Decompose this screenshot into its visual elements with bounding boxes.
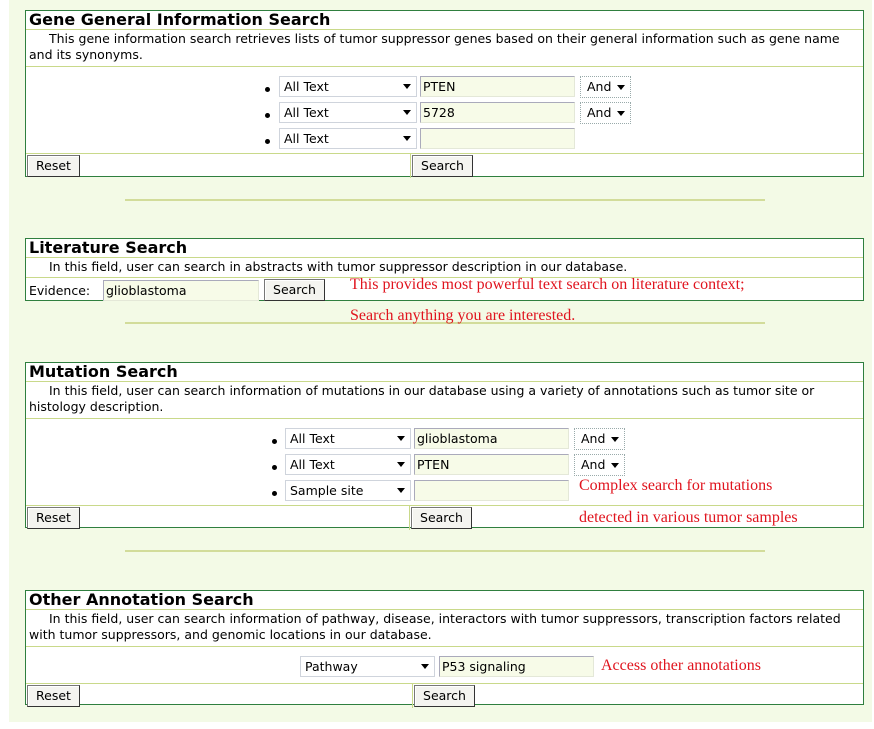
bullet-icon	[265, 87, 270, 92]
search-button[interactable]: Search	[412, 155, 473, 177]
reset-button[interactable]: Reset	[27, 685, 80, 707]
bullet-icon	[272, 465, 277, 470]
gene-operator-select-2[interactable]: And	[580, 102, 631, 124]
literature-annotation-1: This provides most powerful text search on literature context;	[350, 276, 745, 293]
mutation-field-select-3[interactable]: Sample site	[285, 480, 411, 501]
bullet-icon	[265, 139, 270, 144]
bullet-icon	[272, 439, 277, 444]
mutation-value-input-1[interactable]: glioblastoma	[414, 428, 569, 449]
other-search-title: Other Annotation Search	[26, 591, 863, 610]
gene-search-rows	[26, 67, 863, 154]
mutation-search-description: In this field, user can search information of mutations in our database using a variety of annotations such as tumor site or histology description.	[26, 382, 863, 419]
chevron-down-icon	[397, 462, 405, 467]
mutation-search-title: Mutation Search	[26, 363, 863, 382]
evidence-label: Evidence:	[29, 283, 91, 298]
gene-search-title: Gene General Information Search	[26, 11, 863, 30]
mutation-value-input-3[interactable]	[414, 480, 569, 501]
chevron-down-icon	[403, 136, 411, 141]
chevron-down-icon	[403, 84, 411, 89]
mutation-field-select-2[interactable]: All Text	[285, 454, 411, 475]
mutation-search-panel	[25, 362, 864, 528]
literature-search-description: In this field, user can search in abstracts with tumor suppressor description in our database.	[26, 258, 863, 278]
mutation-annotation-2: detected in various tumor samples	[579, 509, 798, 526]
chevron-down-icon	[611, 437, 619, 442]
bullet-icon	[272, 491, 277, 496]
divider	[409, 506, 410, 530]
evidence-input[interactable]: glioblastoma	[103, 280, 259, 301]
chevron-down-icon	[421, 664, 429, 669]
gene-field-select-2[interactable]: All Text	[279, 102, 417, 123]
mutation-value-input-2[interactable]: PTEN	[414, 454, 569, 475]
bullet-icon	[265, 113, 270, 118]
other-search-description: In this field, user can search information of pathway, disease, interactors with tumor suppressors, transcription factors related with tumor suppressors, and genomic locations in our database.	[26, 610, 863, 647]
chevron-down-icon	[611, 463, 619, 468]
chevron-down-icon	[403, 110, 411, 115]
mutation-operator-select-2[interactable]: And	[574, 454, 625, 476]
gene-field-select-1[interactable]: All Text	[279, 76, 417, 97]
other-search-actions	[26, 684, 863, 708]
literature-annotation-2: Search anything you are interested.	[350, 307, 576, 324]
gene-search-description: This gene information search retrieves lists of tumor suppressor genes based on their general information such as gene name and its synonyms.	[26, 30, 863, 67]
mutation-annotation-1: Complex search for mutations	[579, 477, 773, 494]
gene-operator-select-1[interactable]: And	[580, 76, 631, 98]
chevron-down-icon	[397, 488, 405, 493]
search-button[interactable]: Search	[411, 507, 472, 529]
literature-search-button[interactable]: Search	[264, 279, 325, 301]
mutation-field-select-1[interactable]: All Text	[285, 428, 411, 449]
annotation-value-input[interactable]: P53 signaling	[439, 656, 594, 677]
gene-value-input-3[interactable]	[420, 128, 575, 149]
section-divider	[125, 550, 765, 552]
gene-value-input-2[interactable]: 5728	[420, 102, 575, 123]
chevron-down-icon	[397, 436, 405, 441]
other-search-panel	[25, 590, 864, 705]
reset-button[interactable]: Reset	[27, 155, 80, 177]
chevron-down-icon	[617, 85, 625, 90]
gene-search-actions	[26, 154, 863, 178]
divider	[412, 684, 413, 708]
other-annotation-1: Access other annotations	[601, 657, 761, 674]
gene-search-panel	[25, 10, 864, 177]
mutation-operator-select-1[interactable]: And	[574, 428, 625, 450]
section-divider	[125, 199, 765, 201]
gene-value-input-1[interactable]: PTEN	[420, 76, 575, 97]
search-button[interactable]: Search	[414, 685, 475, 707]
annotation-type-select[interactable]: Pathway	[300, 656, 435, 677]
gene-field-select-3[interactable]: All Text	[279, 128, 417, 149]
reset-button[interactable]: Reset	[27, 507, 80, 529]
literature-search-title: Literature Search	[26, 239, 863, 258]
divider	[410, 154, 411, 178]
chevron-down-icon	[617, 111, 625, 116]
